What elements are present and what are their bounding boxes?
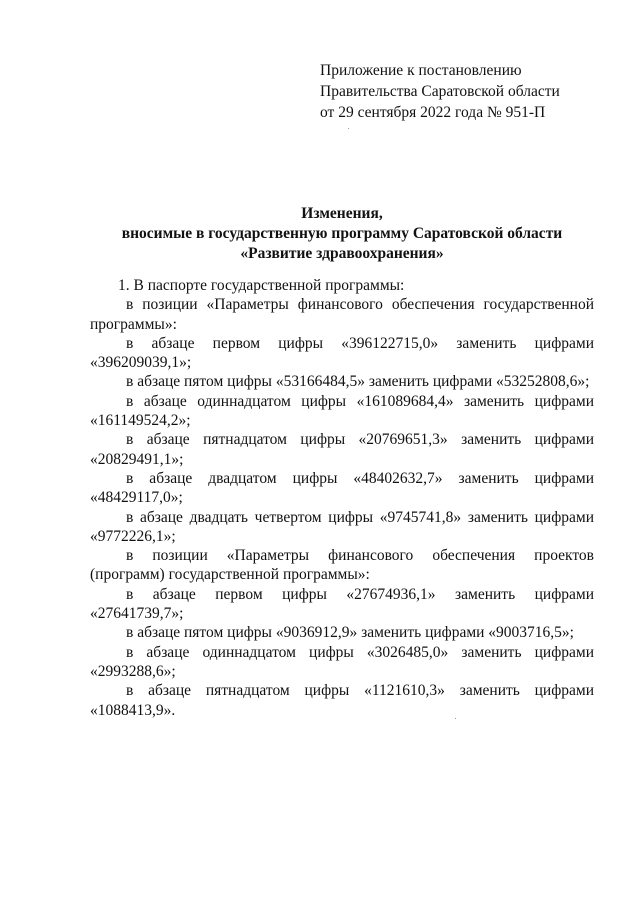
paragraph: в абзаце первом цифры «396122715,0» заменить цифрами «396209039,1»; <box>90 334 594 372</box>
scan-speck <box>348 128 349 129</box>
paragraph: в абзаце пятом цифры «9036912,9» заменить цифрами «9003716,5»; <box>126 624 574 642</box>
paragraph: в абзаце двадцатом цифры «48402632,7» заменить цифрами «48429117,0»; <box>90 469 594 507</box>
title-line-1: Изменения, <box>301 205 383 222</box>
paragraph: в абзаце пятнадцатом цифры «1121610,3» заменить цифрами «1088413,9». <box>90 682 594 719</box>
document-body <box>90 276 594 720</box>
paragraph: в абзаце пятнадцатом цифры «20769651,3» заменить цифрами «20829491,1»; <box>90 431 594 468</box>
title-line-3: «Развитие здравоохранения» <box>240 245 444 262</box>
approval-line-1: Приложение к постановлению <box>320 62 522 79</box>
approval-line-2: Правительства Саратовской области <box>320 83 560 100</box>
document-title <box>90 204 594 264</box>
approval-block <box>320 60 620 123</box>
paragraph: в абзаце двадцать четвертом цифры «9745741,8» заменить цифрами «9772226,1»; <box>90 508 594 545</box>
paragraph: в позиции «Параметры финансового обеспечения проектов (программ) государственной программы»: <box>90 547 594 584</box>
approval-line-3: от 29 сентября 2022 года № 951-П <box>320 104 546 121</box>
paragraph: в абзаце одиннадцатом цифры «161089684,4» заменить цифрами «161149524,2»; <box>90 392 594 430</box>
paragraph: в абзаце первом цифры «27674936,1» заменить цифрами «27641739,7»; <box>90 585 594 623</box>
paragraph: в позиции «Параметры финансового обеспечения государственной программы»: <box>90 296 594 333</box>
paragraph-section-1: 1. В паспорте государственной программы: <box>118 277 405 294</box>
scan-speck <box>455 718 456 719</box>
paragraph: в абзаце пятом цифры «53166484,5» заменить цифрами «53252808,6»; <box>126 373 590 391</box>
title-line-2: вносимые в государственную программу Саратовской области <box>121 225 563 242</box>
paragraph: в абзаце одиннадцатом цифры «3026485,0» заменить цифрами «2993288,6»; <box>90 643 594 680</box>
